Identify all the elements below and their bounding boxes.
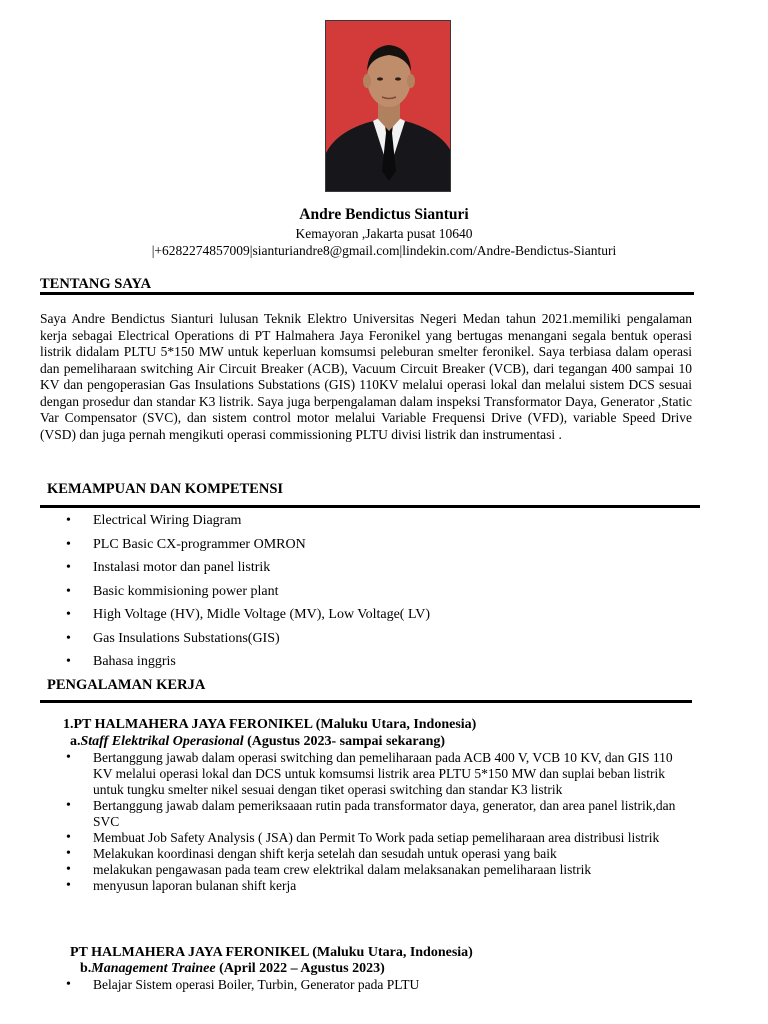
section-divider xyxy=(40,505,700,508)
role-period: (April 2022 – Agustus 2023) xyxy=(215,961,385,976)
list-item: • Melakukan koordinasi dengan shift kerja setelah dan sesudah untuk operasi yang baik xyxy=(66,846,686,862)
section-heading-skills: KEMAMPUAN DAN KOMPETENSI xyxy=(47,481,284,497)
section-divider xyxy=(40,292,694,295)
section-heading-experience: PENGALAMAN KERJA xyxy=(47,677,206,693)
list-item: • PLC Basic CX-programmer OMRON xyxy=(66,535,430,559)
list-item: • Electrical Wiring Diagram xyxy=(66,511,430,535)
job-role xyxy=(70,734,445,750)
list-item: • Instalasi motor dan panel listrik xyxy=(66,558,430,582)
job-role xyxy=(80,961,385,977)
section-divider xyxy=(40,700,692,703)
duties-list xyxy=(66,977,686,993)
role-prefix: b. xyxy=(80,961,92,976)
list-item: • Bertanggung jawab dalam operasi switching dan pemeliharaan pada ACB 400 V, VCB 10 KV, dan GIS 110 KV melalui operasi lokal dan DCS untuk komsumsi listrik area PLTU 5*150 MW dan suplai beban listrik untuk tungku smelter nikel sesuai dengan tiket operasi switching dan standar K3 listrik xyxy=(66,750,686,798)
list-item: • Bertanggung jawab dalam pemeriksaaan rutin pada transformator daya, generator, dan area panel listrik,dan SVC xyxy=(66,798,686,830)
contact-line: |+6282274857009|sianturiandre8@gmail.com|lindekin.com/Andre-Bendictus-Sianturi xyxy=(151,243,617,258)
job-title: 1.PT HALMAHERA JAYA FERONIKEL (Maluku Utara, Indonesia) xyxy=(63,717,477,732)
list-item: • menyusun laporan bulanan shift kerja xyxy=(66,878,686,894)
profile-photo xyxy=(325,20,451,192)
about-paragraph: Saya Andre Bendictus Sianturi lulusan Teknik Elektro Universitas Negeri Medan tahun 2021.memiliki pengalaman kerja sebagai Electrical Operations di PT Halmahera Jaya Feronikel yang bertugas menangani segala bentuk operasi listrik didalam PLTU 5*150 MW untuk keperluan komsumsi peleburan smelter feronikel. Saya terbiasa dalam operasi dan pemeliharaan switching Air Circuit Breaker (ACB), Vacuum Circuit Breaker (VCB), dari tegangan 400 sampai 10 KV dan pengoperasian Gas Insulations Substations (GIS) 110KV melalui operasi lokal dan melalui sistem DCS sesuai dengan prosedur dan standar K3 listrik. Saya juga berpengalaman dalam inspeksi Transformator Daya, Generator ,Static Var Compensator (SVC), dan sistem control motor melalui Variable Frequensi Drive (VFD), variable Speed Drive (VSD) dan juga pernah mengikuti operasi commissioning PLTU divisi listrik dan instrumentasi . xyxy=(40,311,692,442)
list-item: • Gas Insulations Substations(GIS) xyxy=(66,629,430,653)
list-item: • melakukan pengawasan pada team crew elektrikal dalam melaksanakan pemeliharaan listrik xyxy=(66,862,686,878)
role-period: (Agustus 2023- sampai sekarang) xyxy=(243,734,446,749)
duties-list xyxy=(66,750,686,894)
list-item: • Basic kommisioning power plant xyxy=(66,582,430,606)
list-item: • Membuat Job Safety Analysis ( JSA) dan Permit To Work pada setiap pemeliharaan area distribusi listrik xyxy=(66,830,686,846)
list-item: • Belajar Sistem operasi Boiler, Turbin, Generator pada PLTU xyxy=(66,977,686,993)
person-name: Andre Bendictus Sianturi xyxy=(299,206,469,223)
role-prefix: a. xyxy=(70,734,81,749)
job-title: PT HALMAHERA JAYA FERONIKEL (Maluku Utara, Indonesia) xyxy=(70,945,473,960)
role-name: Staff Elektrikal Operasional xyxy=(80,734,244,749)
section-heading-about: TENTANG SAYA xyxy=(40,276,152,292)
list-item: • High Voltage (HV), Midle Voltage (MV), Low Voltage( LV) xyxy=(66,605,430,629)
role-name: Management Trainee xyxy=(91,961,216,976)
skills-list xyxy=(66,511,430,676)
address: Kemayoran ,Jakarta pusat 10640 xyxy=(295,226,473,241)
list-item: • Bahasa inggris xyxy=(66,652,430,676)
